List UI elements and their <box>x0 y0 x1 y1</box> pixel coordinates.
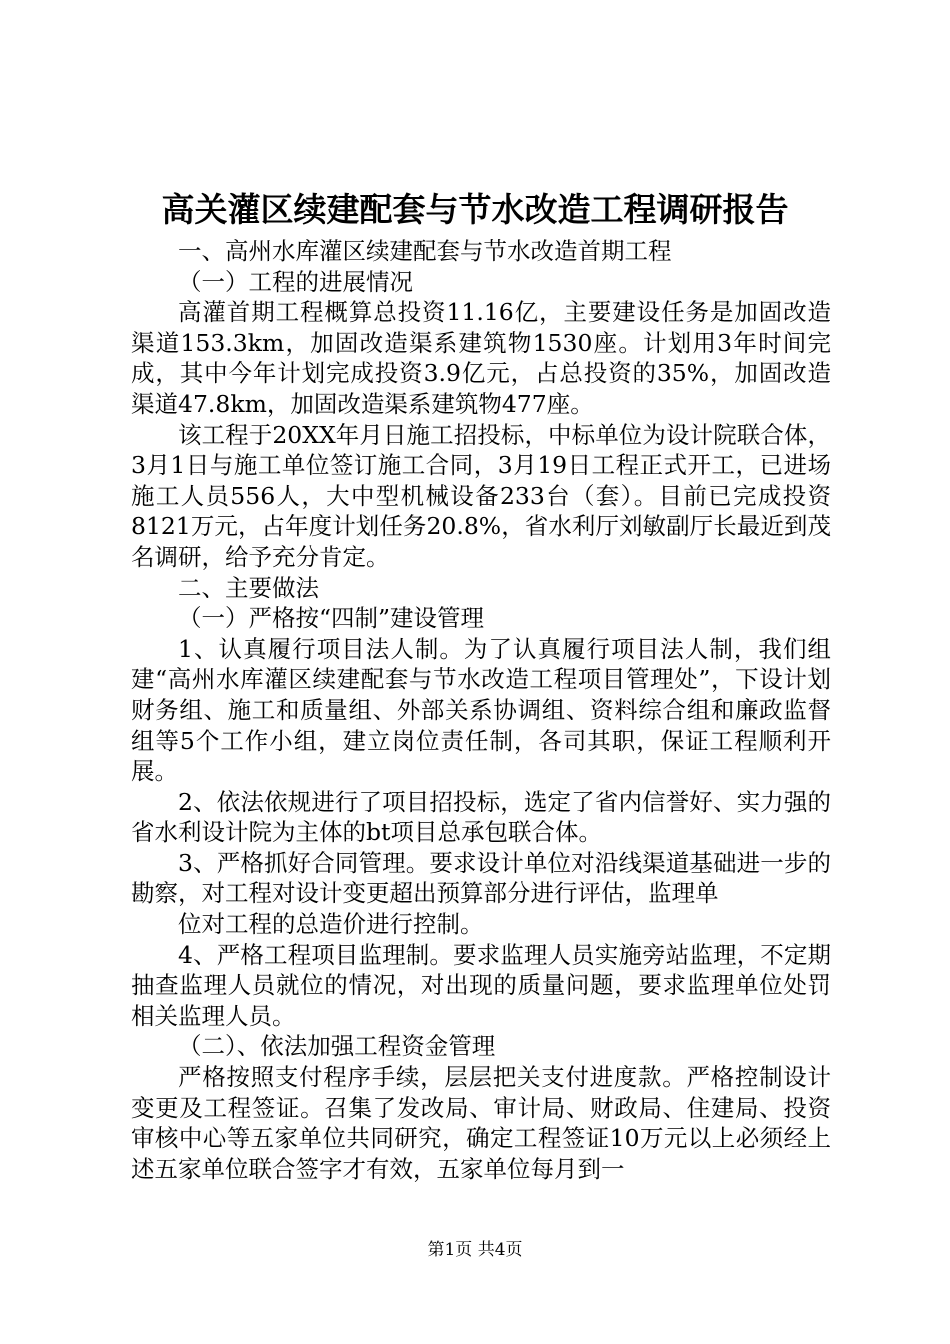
page-footer: 第1页 共4页 <box>427 1240 523 1260</box>
paragraph-progress: 该工程于20XX年月日施工招投标，中标单位为设计院联合体，3月1日与施工单位签订施工合同，3月19日工程正式开工，已进场施工人员556人，大中型机械设备233台（套）。目前已完成投资8121万元，占年度计划任务20.8%，省水利厅刘敏副厅长最近到茂名调研，给予充分肯定。 <box>131 420 831 571</box>
paragraph-item-1: 1、认真履行项目法人制。为了认真履行项目法人制，我们组建“高州水库灌区续建配套与节水改造工程项目管理处”，下设计划财务组、施工和质量组、外部关系协调组、资料综合组和廉政监督组等5个工作小组，建立岗位责任制，各司其职，保证工程顺利开展。 <box>131 634 831 786</box>
paragraph-funds: 严格按照支付程序手续，层层把关支付进度款。严格控制设计变更及工程签证。召集了发改局、审计局、财政局、住建局、投资审核中心等五家单位共同研究，确定工程签证10万元以上必须经上述五家单位联合签字才有效，五家单位每月到一 <box>131 1063 831 1183</box>
section-heading-2: 二、主要做法 <box>178 573 319 602</box>
subsection-heading-1: （一）工程的进展情况 <box>178 267 413 296</box>
document-body <box>131 236 831 1184</box>
subsection-heading-3: （二）、依法加强工程资金管理 <box>178 1032 496 1061</box>
section-heading-1: 一、高州水库灌区续建配套与节水改造首期工程 <box>178 237 672 265</box>
paragraph-item-4: 4、严格工程项目监理制。要求监理人员实施旁站监理，不定期抽查监理人员就位的情况，对出现的质量问题，要求监理单位处罚相关监理人员。 <box>131 940 831 1030</box>
paragraph-investment: 高灌首期工程概算总投资11.16亿，主要建设任务是加固改造渠道153.3km，加固改造渠系建筑物1530座。计划用3年时间完成，其中今年计划完成投资3.9亿元，占总投资的35%，加固改造渠道47.8km，加固改造渠系建筑物477座。 <box>131 298 831 418</box>
paragraph-item-2: 2、依法依规进行了项目招投标，选定了省内信誉好、实力强的省水利设计院为主体的bt项目总承包联合体。 <box>131 787 831 847</box>
document-title: 高关灌区续建配套与节水改造工程调研报告 <box>161 190 789 229</box>
subsection-heading-2: （一）严格按“四制”建设管理 <box>178 604 485 633</box>
paragraph-item-3: 3、严格抓好合同管理。要求设计单位对沿线渠道基础进一步的勘察，对工程对设计变更超出预算部分进行评估，监理单 <box>131 848 831 908</box>
paragraph-item-3-continued: 位对工程的总造价进行控制。 <box>178 910 484 939</box>
